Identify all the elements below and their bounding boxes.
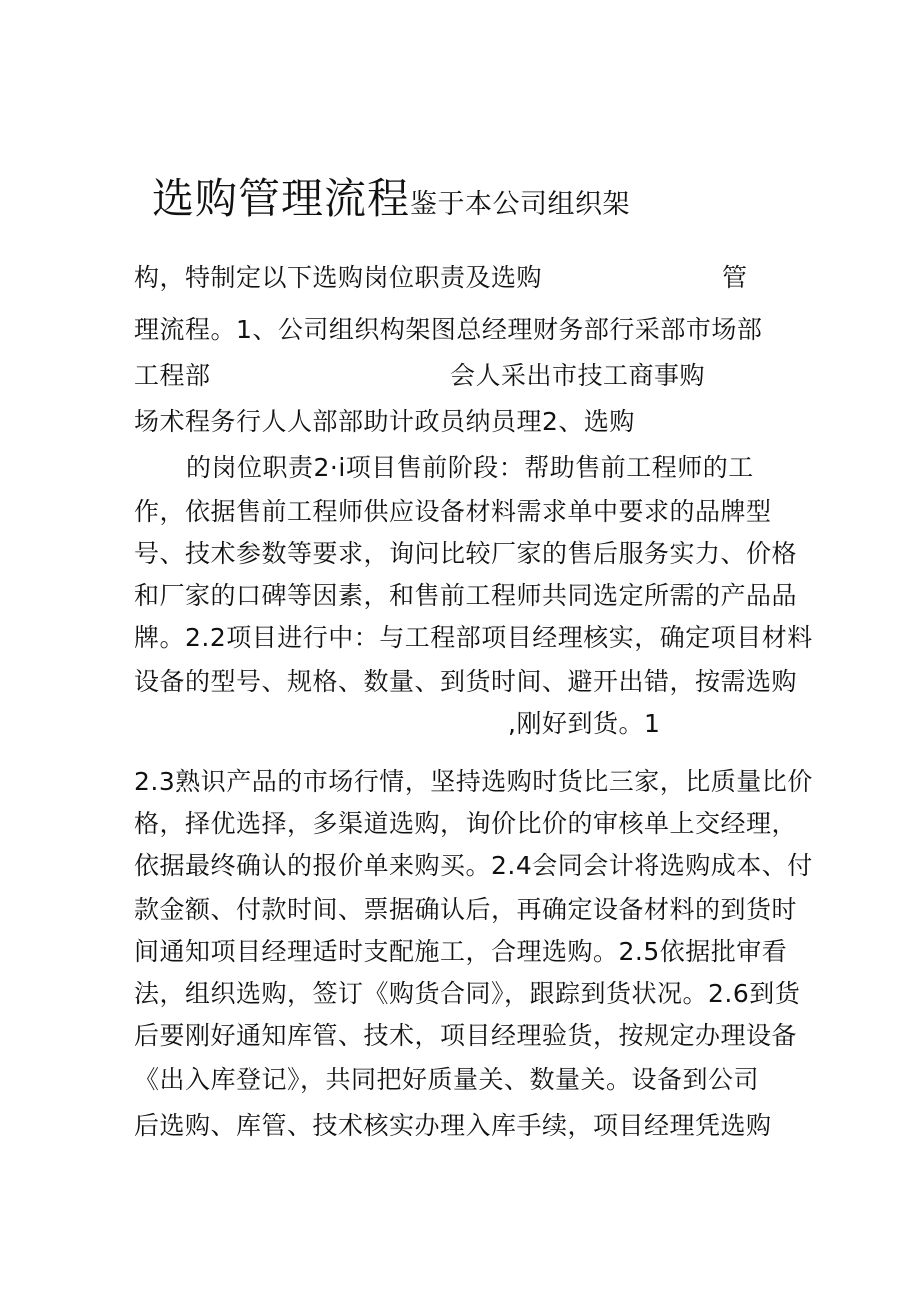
body-line-20: 后选购、库管、技术核实办理入库手续，项目经理凭选购 — [134, 1111, 772, 1140]
body-line-8: 和厂家的口碑等因素，和售前工程师共同选定所需的产品品 — [134, 581, 798, 610]
body-line-15: 款金额、付款时间、票据确认后，再确定设备材料的到货时 — [134, 895, 798, 924]
body-line-17: 法，组织选购，签订《购货合同》，跟踪到货状况。2.6到货 — [134, 979, 801, 1008]
body-line-14: 依据最终确认的报价单来购买。2.4会同会计将选购成本、付 — [134, 851, 813, 880]
document-title-line — [152, 174, 630, 230]
body-line-3-right: 会人采出市技工商事购 — [450, 361, 706, 390]
body-line-9: 牌。2.2项目进行中：与工程部项目经理核实，确定项目材料 — [134, 623, 813, 652]
body-line-2: 理流程。1、公司组织构架图总经理财务部行采部市场部 — [134, 315, 763, 344]
body-line-18: 后要刚好通知库管、技术，项目经理验货，按规定办理设备 — [134, 1021, 798, 1050]
body-line-4: 场术程务行人人部部助计政员纳员理2、选购 — [134, 407, 635, 436]
body-line-7: 号、技术参数等要求，询问比较厂家的售后服务实力、价格 — [134, 539, 798, 568]
body-line-1: 构，特制定以下选购岗位职责及选购 — [134, 263, 543, 292]
body-line-13: 格，择优选择，多渠道选购，询价比价的审核单上交经理， — [134, 809, 798, 838]
document-title: 选购管理流程 — [152, 174, 411, 223]
body-line-19: 《出入库登记》，共同把好质量关、数量关。设备到公司 — [134, 1065, 760, 1094]
body-line-16: 间通知项目经理适时支配施工，合理选购。2.5依据批审看 — [134, 937, 788, 966]
title-continuation: 鉴于本公司组织架 — [410, 189, 631, 220]
body-line-6: 作，依据售前工程师供应设备材料需求单中要求的品牌型 — [134, 497, 772, 526]
body-line-3-left: 工程部 — [134, 361, 211, 390]
body-line-10: 设备的型号、规格、数量、到货时间、避开出错，按需选购 — [134, 667, 798, 696]
body-line-12: 2.3熟识产品的市场行情，坚持选购时货比三家，比质量比价 — [134, 767, 813, 796]
body-line-1-end: 管 — [722, 263, 748, 292]
body-line-5: 的岗位职责2·i项目售前阶段：帮助售前工程师的工 — [186, 453, 754, 482]
body-line-11: ,刚好到货。1 — [508, 709, 661, 738]
